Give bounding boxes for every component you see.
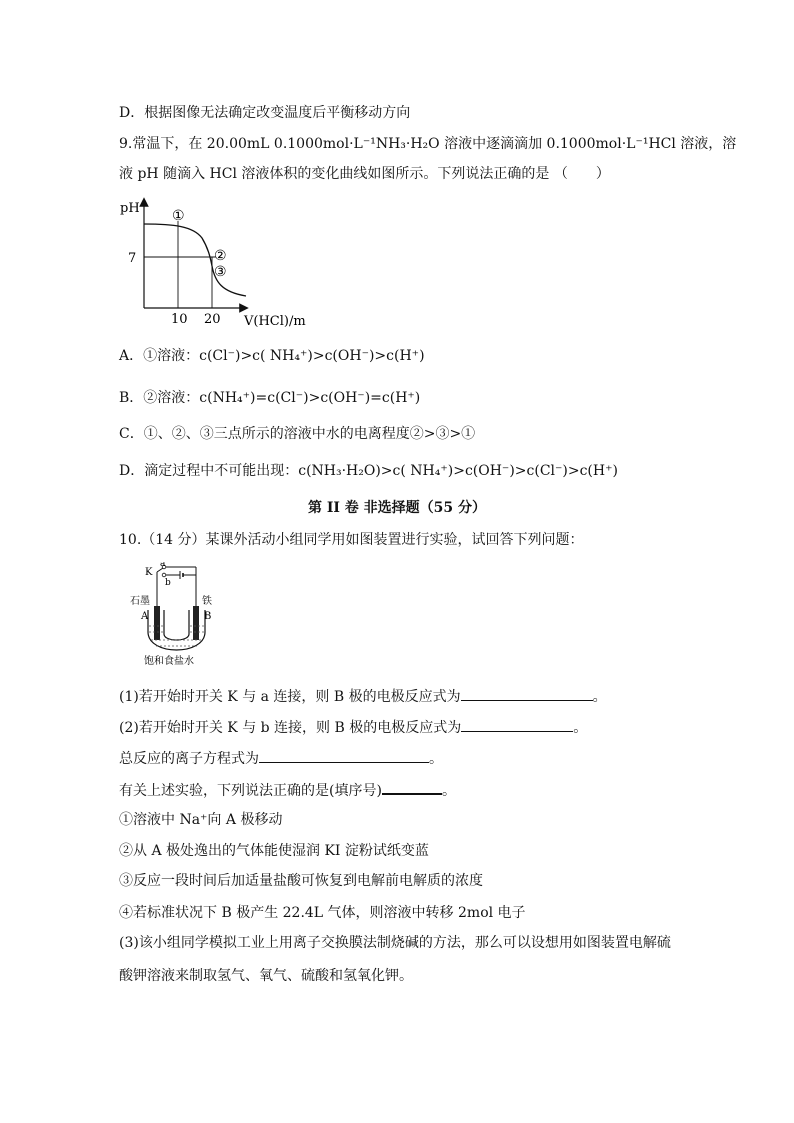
q9-option-a: A．①溶液：c(Cl⁻)>c( NH₄⁺)>c(OH⁻)>c(H⁺): [119, 348, 425, 364]
answer-blank-4[interactable]: [382, 779, 442, 795]
statement-4: ④若标准状况下 B 极产生 22.4L 气体，则溶液中转移 2mol 电子: [119, 905, 526, 921]
graphite-electrode: [154, 606, 160, 640]
titration-graph: [118, 196, 318, 332]
q9-stem-line1: 9.常温下，在 20.00mL 0.1000mol·L⁻¹NH₃·H₂O 溶液中逐滴滴加 0.1000mol·L⁻¹HCl 溶液，溶: [119, 136, 737, 152]
electrolysis-apparatus: [130, 562, 230, 668]
x-tick-20: 20: [204, 312, 221, 327]
statement-3: ③反应一段时间后加适量盐酸可恢复到电解前电解质的浓度: [119, 873, 483, 889]
switch-k-label: K: [145, 567, 153, 578]
right-electrode-letter: B: [204, 611, 212, 622]
right-electrode-label: 铁: [202, 596, 212, 607]
q10-part2: (2)若开始时开关 K 与 b 连接，则 B 极的电极反应式为 。: [119, 717, 587, 738]
q10-part2-choice: 有关上述实验，下列说法正确的是(填序号) 。: [119, 779, 456, 801]
q9-option-c: C．①、②、③三点所示的溶液中水的电离程度②>③>①: [119, 426, 476, 442]
switch-a-label: a: [160, 562, 166, 569]
solution-label: 饱和食盐水: [144, 656, 194, 667]
q8-option-d: D．根据图像无法确定改变温度后平衡移动方向: [119, 105, 411, 121]
q9-option-b: B．②溶液：c(NH₄⁺)=c(Cl⁻)>c(OH⁻)=c(H⁺): [119, 390, 421, 406]
switch-b-label: b: [165, 578, 171, 588]
statement-2: ②从 A 极处逸出的气体能使湿润 KI 淀粉试纸变蓝: [119, 843, 429, 859]
left-electrode-label: 石墨: [130, 596, 150, 607]
x-tick-10: 10: [171, 312, 188, 327]
q10-stem: 10.（14 分）某课外活动小组同学用如图装置进行实验，试回答下列问题：: [119, 532, 584, 548]
point-1-label: ①: [172, 208, 185, 224]
q10-part3-line2: 酸钾溶液来制取氢气、氧气、硫酸和氢氧化钾。: [119, 968, 413, 984]
iron-electrode: [193, 606, 199, 640]
q10-part2-equation: 总反应的离子方程式为 。: [119, 748, 443, 769]
q9-option-d: D．滴定过程中不可能出现：c(NH₃·H₂O)>c( NH₄⁺)>c(OH⁻)>c(Cl⁻)>c(H⁺): [119, 463, 618, 479]
y-tick-7: 7: [128, 251, 137, 266]
left-electrode-letter: A: [141, 611, 149, 622]
statement-1: ①溶液中 Na⁺向 A 极移动: [119, 812, 283, 828]
q10-part3-line1: (3)该小组同学模拟工业上用离子交换膜法制烧碱的方法，那么可以设想用如图装置电解硫: [119, 935, 671, 951]
answer-blank-3[interactable]: [259, 748, 429, 763]
x-axis-label: V(HCl)/m: [244, 314, 306, 329]
section-title: 第 II 卷 非选择题（55 分）: [307, 500, 487, 516]
titration-curve: [144, 224, 246, 296]
answer-blank-2[interactable]: [461, 717, 573, 732]
y-axis-label: pH: [120, 201, 140, 216]
point-2-label: ②: [214, 248, 227, 264]
q9-stem-line2: 液 pH 随滴入 HCl 溶液体积的变化曲线如图所示。下列说法正确的是 （ ）: [119, 166, 610, 182]
answer-blank-1[interactable]: [461, 686, 593, 701]
q10-part1: (1)若开始时开关 K 与 a 连接，则 B 极的电极反应式为 。: [119, 686, 607, 707]
point-3-label: ③: [214, 264, 227, 280]
